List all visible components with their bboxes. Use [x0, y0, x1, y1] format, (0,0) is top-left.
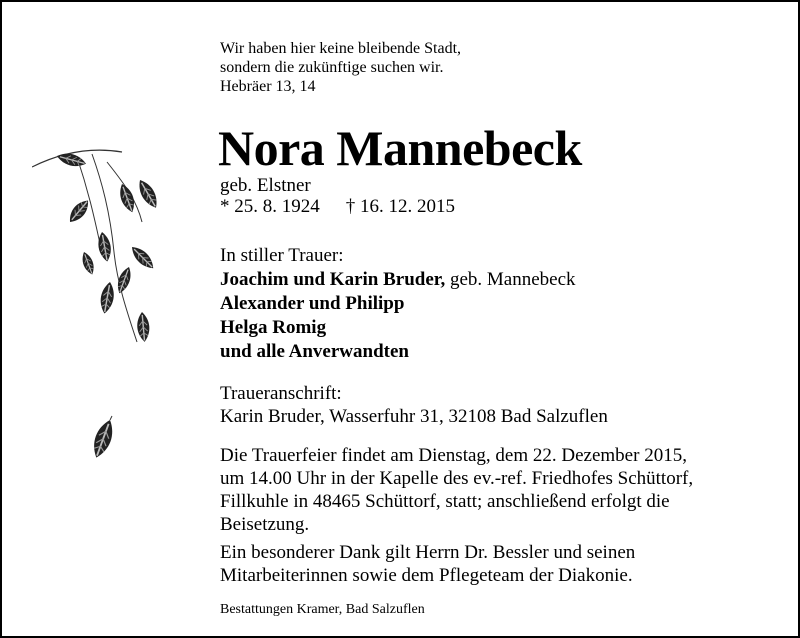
thanks-note: [220, 541, 780, 587]
address-value: Karin Bruder, Wasserfuhr 31, 32108 Bad Salzuflen: [220, 406, 608, 427]
thanks-line: Ein besonderer Dank gilt Herrn Dr. Bessler und seinen: [220, 542, 636, 563]
mourners-section: [220, 244, 576, 364]
service-line: Fillkuhle in 48465 Schüttorf, statt; anschließend erfolgt die: [220, 491, 670, 512]
death-date: † 16. 12. 2015: [345, 196, 455, 217]
birch-branch-icon: [32, 142, 182, 362]
service-line: Beisetzung.: [220, 514, 310, 535]
service-line: Die Trauerfeier findet am Dienstag, dem 22. Dezember 2015,: [220, 445, 687, 466]
mourners-intro: In stiller Trauer:: [220, 245, 344, 266]
mourner-name: Helga Romig: [220, 317, 327, 338]
mourner-suffix: geb. Mannebeck: [445, 269, 576, 290]
verse-reference: Hebräer 13, 14: [220, 78, 316, 95]
bible-verse: [220, 39, 461, 96]
life-dates: [220, 195, 455, 218]
funeral-service-info: [220, 444, 780, 536]
maiden-name: geb. Elstner: [220, 175, 311, 196]
service-line: um 14.00 Uhr in der Kapelle des ev.-ref. Friedhofes Schüttorf,: [220, 468, 694, 489]
thanks-line: Mitarbeiterinnen sowie dem Pflegeteam der Diakonie.: [220, 565, 633, 586]
verse-line-1: Wir haben hier keine bleibende Stadt,: [220, 40, 462, 57]
verse-line-2: sondern die zukünftige suchen wir.: [220, 59, 444, 76]
mourner-name: und alle Anverwandten: [220, 341, 409, 362]
mourner-name: Alexander und Philipp: [220, 293, 405, 314]
birth-date: * 25. 8. 1924: [220, 196, 320, 217]
address-label: Traueranschrift:: [220, 383, 342, 404]
undertaker-credit: Bestattungen Kramer, Bad Salzuflen: [220, 602, 425, 617]
falling-leaf-icon: [82, 414, 122, 464]
mourning-address: [220, 382, 608, 428]
mourner-line: [220, 268, 576, 292]
mourner-name: Joachim und Karin Bruder,: [220, 269, 446, 290]
deceased-name: Nora Mannebeck: [218, 120, 582, 176]
